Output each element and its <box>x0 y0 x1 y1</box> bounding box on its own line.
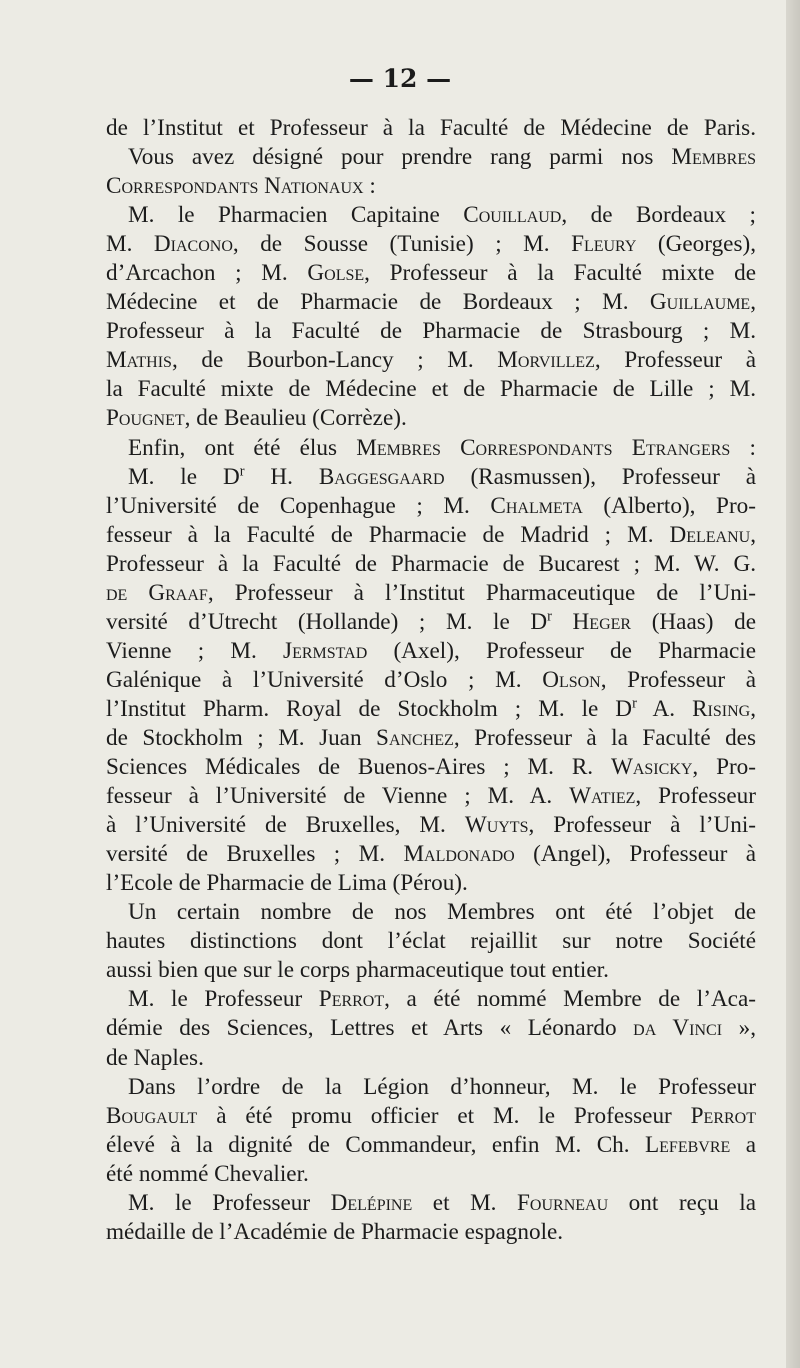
body-text <box>106 114 756 1247</box>
small-caps-name: Guillaume <box>649 289 751 316</box>
text-segment: A. <box>636 695 693 722</box>
text-segment: (Axel), Professeur de Pharmacie <box>367 637 757 664</box>
text-segment: l’Ecole de Pharmacie de Lima (Pérou). <box>106 870 468 897</box>
text-segment: Médecine et de Pharmacie de Bordeaux ; M. <box>106 289 650 316</box>
text-segment: Sciences Médicales de Buenos-Aires ; M. R. <box>106 754 611 781</box>
text-segment: et M. <box>412 1189 518 1216</box>
small-caps-name: Correspondants Nationaux <box>106 173 364 200</box>
small-caps-name: Wasicky <box>610 754 693 781</box>
text-segment: médaille de l’Académie de Pharmacie espagnole. <box>106 1218 564 1245</box>
text-line <box>106 695 756 724</box>
text-segment: , Professeur à <box>594 347 756 374</box>
text-segment: », <box>722 1015 757 1042</box>
text-line <box>106 375 756 404</box>
text-line <box>106 782 756 811</box>
small-caps-name: Perrot <box>690 1102 756 1129</box>
text-segment: élevé à la dignité de Commandeur, enfin M. Ch. <box>106 1131 645 1158</box>
small-caps-name: Morvillez <box>497 347 595 374</box>
text-segment: démie des Sciences, Lettres et Arts « Léonardo <box>106 1015 634 1042</box>
text-segment: Vous avez désigné pour prendre rang parmi nos <box>128 144 672 171</box>
text-line <box>106 114 756 143</box>
text-line <box>106 637 756 666</box>
text-line <box>106 521 756 550</box>
small-caps-name: Jermstad <box>283 637 368 664</box>
small-caps-name: Fourneau <box>517 1189 609 1216</box>
text-line <box>106 317 756 346</box>
small-caps-name: Perrot <box>318 986 385 1013</box>
text-line <box>106 869 756 898</box>
text-line <box>106 550 756 579</box>
text-segment: , Professeur à la Faculté mixte de <box>364 260 756 287</box>
small-caps-name: Baggesgaard <box>318 463 445 490</box>
text-line <box>106 811 756 840</box>
small-caps-name: Diacono <box>153 231 233 258</box>
text-segment: versité de Bruxelles ; M. <box>106 841 404 868</box>
small-caps-name: de Graaf <box>106 579 208 606</box>
text-segment: aussi bien que sur le corps pharmaceutique tout entier. <box>106 957 609 984</box>
text-segment: (Rasmussen), Professeur à <box>444 463 756 490</box>
text-line <box>106 172 756 201</box>
text-segment: ont reçu la <box>608 1189 757 1216</box>
text-segment: , de Beaulieu (Corrèze). <box>184 405 407 432</box>
small-caps-name: Fleury <box>571 231 637 258</box>
text-segment: à été promu officier et M. le Professeur <box>197 1102 691 1129</box>
text-segment: été nommé Chevalier. <box>106 1160 309 1187</box>
text-line <box>106 666 756 695</box>
small-caps-name: Chalmeta <box>490 492 583 519</box>
page-number: — 12 — <box>348 64 452 93</box>
text-segment: (Georges), <box>636 231 756 258</box>
text-line <box>106 724 756 753</box>
text-line <box>106 1131 756 1160</box>
text-line <box>106 346 756 375</box>
text-segment: , Professeur à l’Institut Pharmaceutique de l’Uni- <box>207 579 756 606</box>
text-segment: Professeur à la Faculté de Pharmacie de Strasbourg ; M. <box>106 318 756 345</box>
text-segment: hautes distinctions dont l’éclat rejaillit sur notre Société <box>106 928 756 955</box>
text-segment: H. <box>244 463 319 490</box>
text-line <box>106 201 756 230</box>
superscript: r <box>547 608 552 625</box>
text-segment: Dans l’ordre de la Légion d’honneur, M. le Professeur <box>128 1073 756 1100</box>
small-caps-name: Membres Correspondants Etrangers <box>356 434 731 461</box>
text-segment: Professeur à la Faculté de Pharmacie de Bucarest ; M. W. G. <box>106 550 756 577</box>
text-segment: la Faculté mixte de Médecine et de Pharmacie de Lille ; M. <box>106 376 756 403</box>
text-segment: , de Bourbon-Lancy ; M. <box>171 347 498 374</box>
small-caps-name: Maldonado <box>403 841 515 868</box>
small-caps-name: Heger <box>572 608 632 635</box>
text-segment: (Angel), Professeur à <box>514 841 757 868</box>
small-caps-name: Lefebvre <box>645 1131 731 1158</box>
small-caps-name: Olson <box>542 666 601 693</box>
text-segment: fesseur à l’Université de Vienne ; M. A. <box>106 783 570 810</box>
text-segment: , Professeur à l’Uni- <box>528 812 756 839</box>
text-line <box>106 1073 756 1102</box>
text-segment: , a été nommé Membre de l’Aca- <box>384 986 756 1013</box>
small-caps-name: Deleanu <box>669 521 751 548</box>
text-segment: de Stockholm ; M. Juan <box>106 724 377 751</box>
small-caps-name: Delépine <box>330 1189 413 1216</box>
small-caps-name: Watiez <box>569 783 636 810</box>
text-segment: de l’Institut et Professeur à la Faculté de Médecine de Paris. <box>106 115 756 141</box>
text-segment: , <box>750 695 756 722</box>
text-segment: fesseur à la Faculté de Pharmacie de Madrid ; M. <box>106 521 670 548</box>
text-segment: d’Arcachon ; M. <box>106 260 308 287</box>
text-segment: a <box>730 1131 756 1158</box>
small-caps-name: Bougault <box>106 1102 198 1129</box>
text-segment: , <box>750 289 756 316</box>
text-segment: : <box>730 434 756 461</box>
text-line <box>106 434 756 463</box>
text-segment: M. le D <box>128 463 240 490</box>
text-segment: : <box>363 173 376 200</box>
text-line <box>106 840 756 869</box>
text-line <box>106 492 756 521</box>
small-caps-name: Couillaud <box>463 202 562 229</box>
text-segment: Enfin, ont été élus <box>128 434 357 461</box>
text-segment: M. le Professeur <box>128 986 319 1013</box>
text-line <box>106 1160 756 1189</box>
text-segment: (Haas) de <box>631 608 756 635</box>
text-segment: , de Bordeaux ; <box>561 202 756 229</box>
text-segment: de Naples. <box>106 1044 204 1071</box>
text-line <box>106 898 756 927</box>
text-segment: , Professeur à <box>600 666 756 693</box>
text-line <box>106 579 756 608</box>
small-caps-name: da Vinci <box>633 1015 723 1042</box>
text-line <box>106 1218 756 1247</box>
small-caps-name: Pougnet <box>106 405 185 432</box>
text-line <box>106 404 756 433</box>
text-segment: M. le Professeur <box>128 1189 331 1216</box>
text-line <box>106 143 756 172</box>
superscript: r <box>239 462 245 479</box>
small-caps-name: Golse <box>307 260 365 287</box>
text-segment: l’Institut Pharm. Royal de Stockholm ; M. le D <box>106 695 633 722</box>
text-line <box>106 259 756 288</box>
text-segment: , Professeur à la Faculté des <box>453 724 756 751</box>
text-segment: (Alberto), Pro- <box>582 492 756 519</box>
text-segment: l’Université de Copenhague ; M. <box>106 492 491 519</box>
text-line <box>106 463 756 492</box>
text-line <box>106 1044 756 1073</box>
small-caps-name: Rising <box>692 695 751 722</box>
small-caps-name: Mathis <box>106 347 172 374</box>
small-caps-name: Sanchez <box>376 724 454 751</box>
small-caps-name: Membres <box>671 144 756 171</box>
text-segment: Galénique à l’Université d’Oslo ; M. <box>106 666 543 693</box>
text-line <box>106 753 756 782</box>
text-segment <box>552 609 573 635</box>
text-segment: , <box>750 521 756 548</box>
text-line <box>106 985 756 1014</box>
text-line <box>106 1189 756 1218</box>
text-segment: Vienne ; M. <box>106 637 284 664</box>
superscript: r <box>632 695 637 712</box>
text-line <box>106 230 756 259</box>
text-line <box>106 1014 756 1043</box>
text-line <box>106 288 756 317</box>
text-segment: , Pro- <box>692 754 756 781</box>
text-segment: Un certain nombre de nos Membres ont été l’objet de <box>128 899 756 926</box>
text-segment: à l’Université de Bruxelles, M. <box>106 812 465 839</box>
text-line <box>106 1102 756 1131</box>
text-segment: , de Sousse (Tunisie) ; M. <box>232 231 572 258</box>
page-edge <box>786 0 800 1368</box>
text-segment: versité d’Utrecht (Hollande) ; M. le D <box>106 608 548 635</box>
text-segment: M. le Pharmacien Capitaine <box>128 202 464 229</box>
text-segment: M. <box>106 231 154 258</box>
text-line <box>106 927 756 956</box>
small-caps-name: Wuyts <box>464 812 529 839</box>
text-segment: , Professeur <box>635 783 756 810</box>
text-line <box>106 608 756 637</box>
text-line <box>106 956 756 985</box>
